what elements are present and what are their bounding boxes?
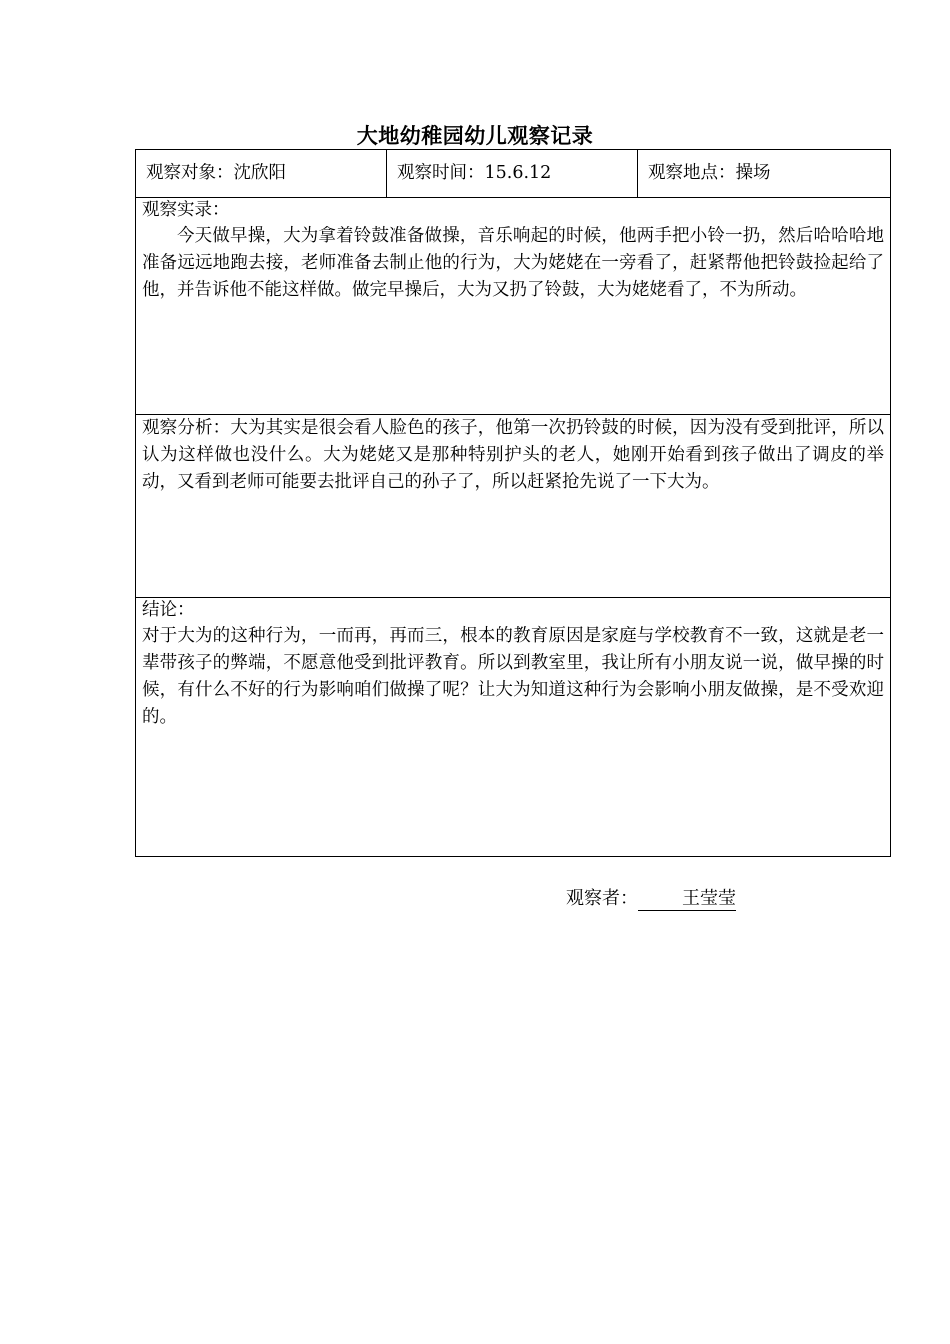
fact-row — [136, 198, 891, 415]
conclusion-text: 对于大为的这种行为，一而再，再而三，根本的教育原因是家庭与学校教育不一致，这就是老一辈带孩子的弊端，不愿意他受到批评教育。所以到教室里，我让所有小朋友说一说，做早操的时候，有什么不好的行为影响咱们做操了呢？让大为知道这种行为会影响小朋友做操，是不受欢迎的。 — [142, 626, 884, 727]
header-row — [136, 150, 891, 198]
observation-record-table — [135, 149, 891, 857]
place-cell: 观察地点：操场 — [638, 150, 891, 198]
fact-label: 观察实录： — [142, 200, 230, 220]
time-cell: 观察时间：15.6.12 — [387, 150, 638, 198]
analysis-row — [136, 415, 891, 598]
document-title: 大地幼稚园幼儿观察记录 — [356, 124, 594, 148]
observer-signature — [566, 884, 736, 911]
analysis-text: 观察分析：大为其实是很会看人脸色的孩子，他第一次扔铃鼓的时候，因为没有受到批评，所以认为这样做也没什么。大为姥姥又是那种特别护头的老人，她刚开始看到孩子做出了调皮的举动，又看到老师可能要去批评自己的孙子了，所以赶紧抢先说了一下大为。 — [142, 418, 884, 492]
subject-cell: 观察对象：沈欣阳 — [136, 150, 387, 198]
conclusion-cell — [136, 598, 891, 857]
fact-text: 今天做早操，大为拿着铃鼓准备做操，音乐响起的时候，他两手把小铃一扔，然后哈哈哈地准备远远地跑去接，老师准备去制止他的行为，大为姥姥在一旁看了，赶紧帮他把铃鼓捡起给了他，并告诉他不能这样做。做完早操后，大为又扔了铃鼓，大为姥姥看了，不为所动。 — [142, 226, 884, 300]
conclusion-label: 结论： — [142, 600, 195, 620]
observer-label: 观察者： — [566, 888, 638, 909]
analysis-cell — [136, 415, 891, 598]
fact-cell — [136, 198, 891, 415]
observer-name: 王莹莹 — [638, 888, 736, 911]
conclusion-row — [136, 598, 891, 857]
